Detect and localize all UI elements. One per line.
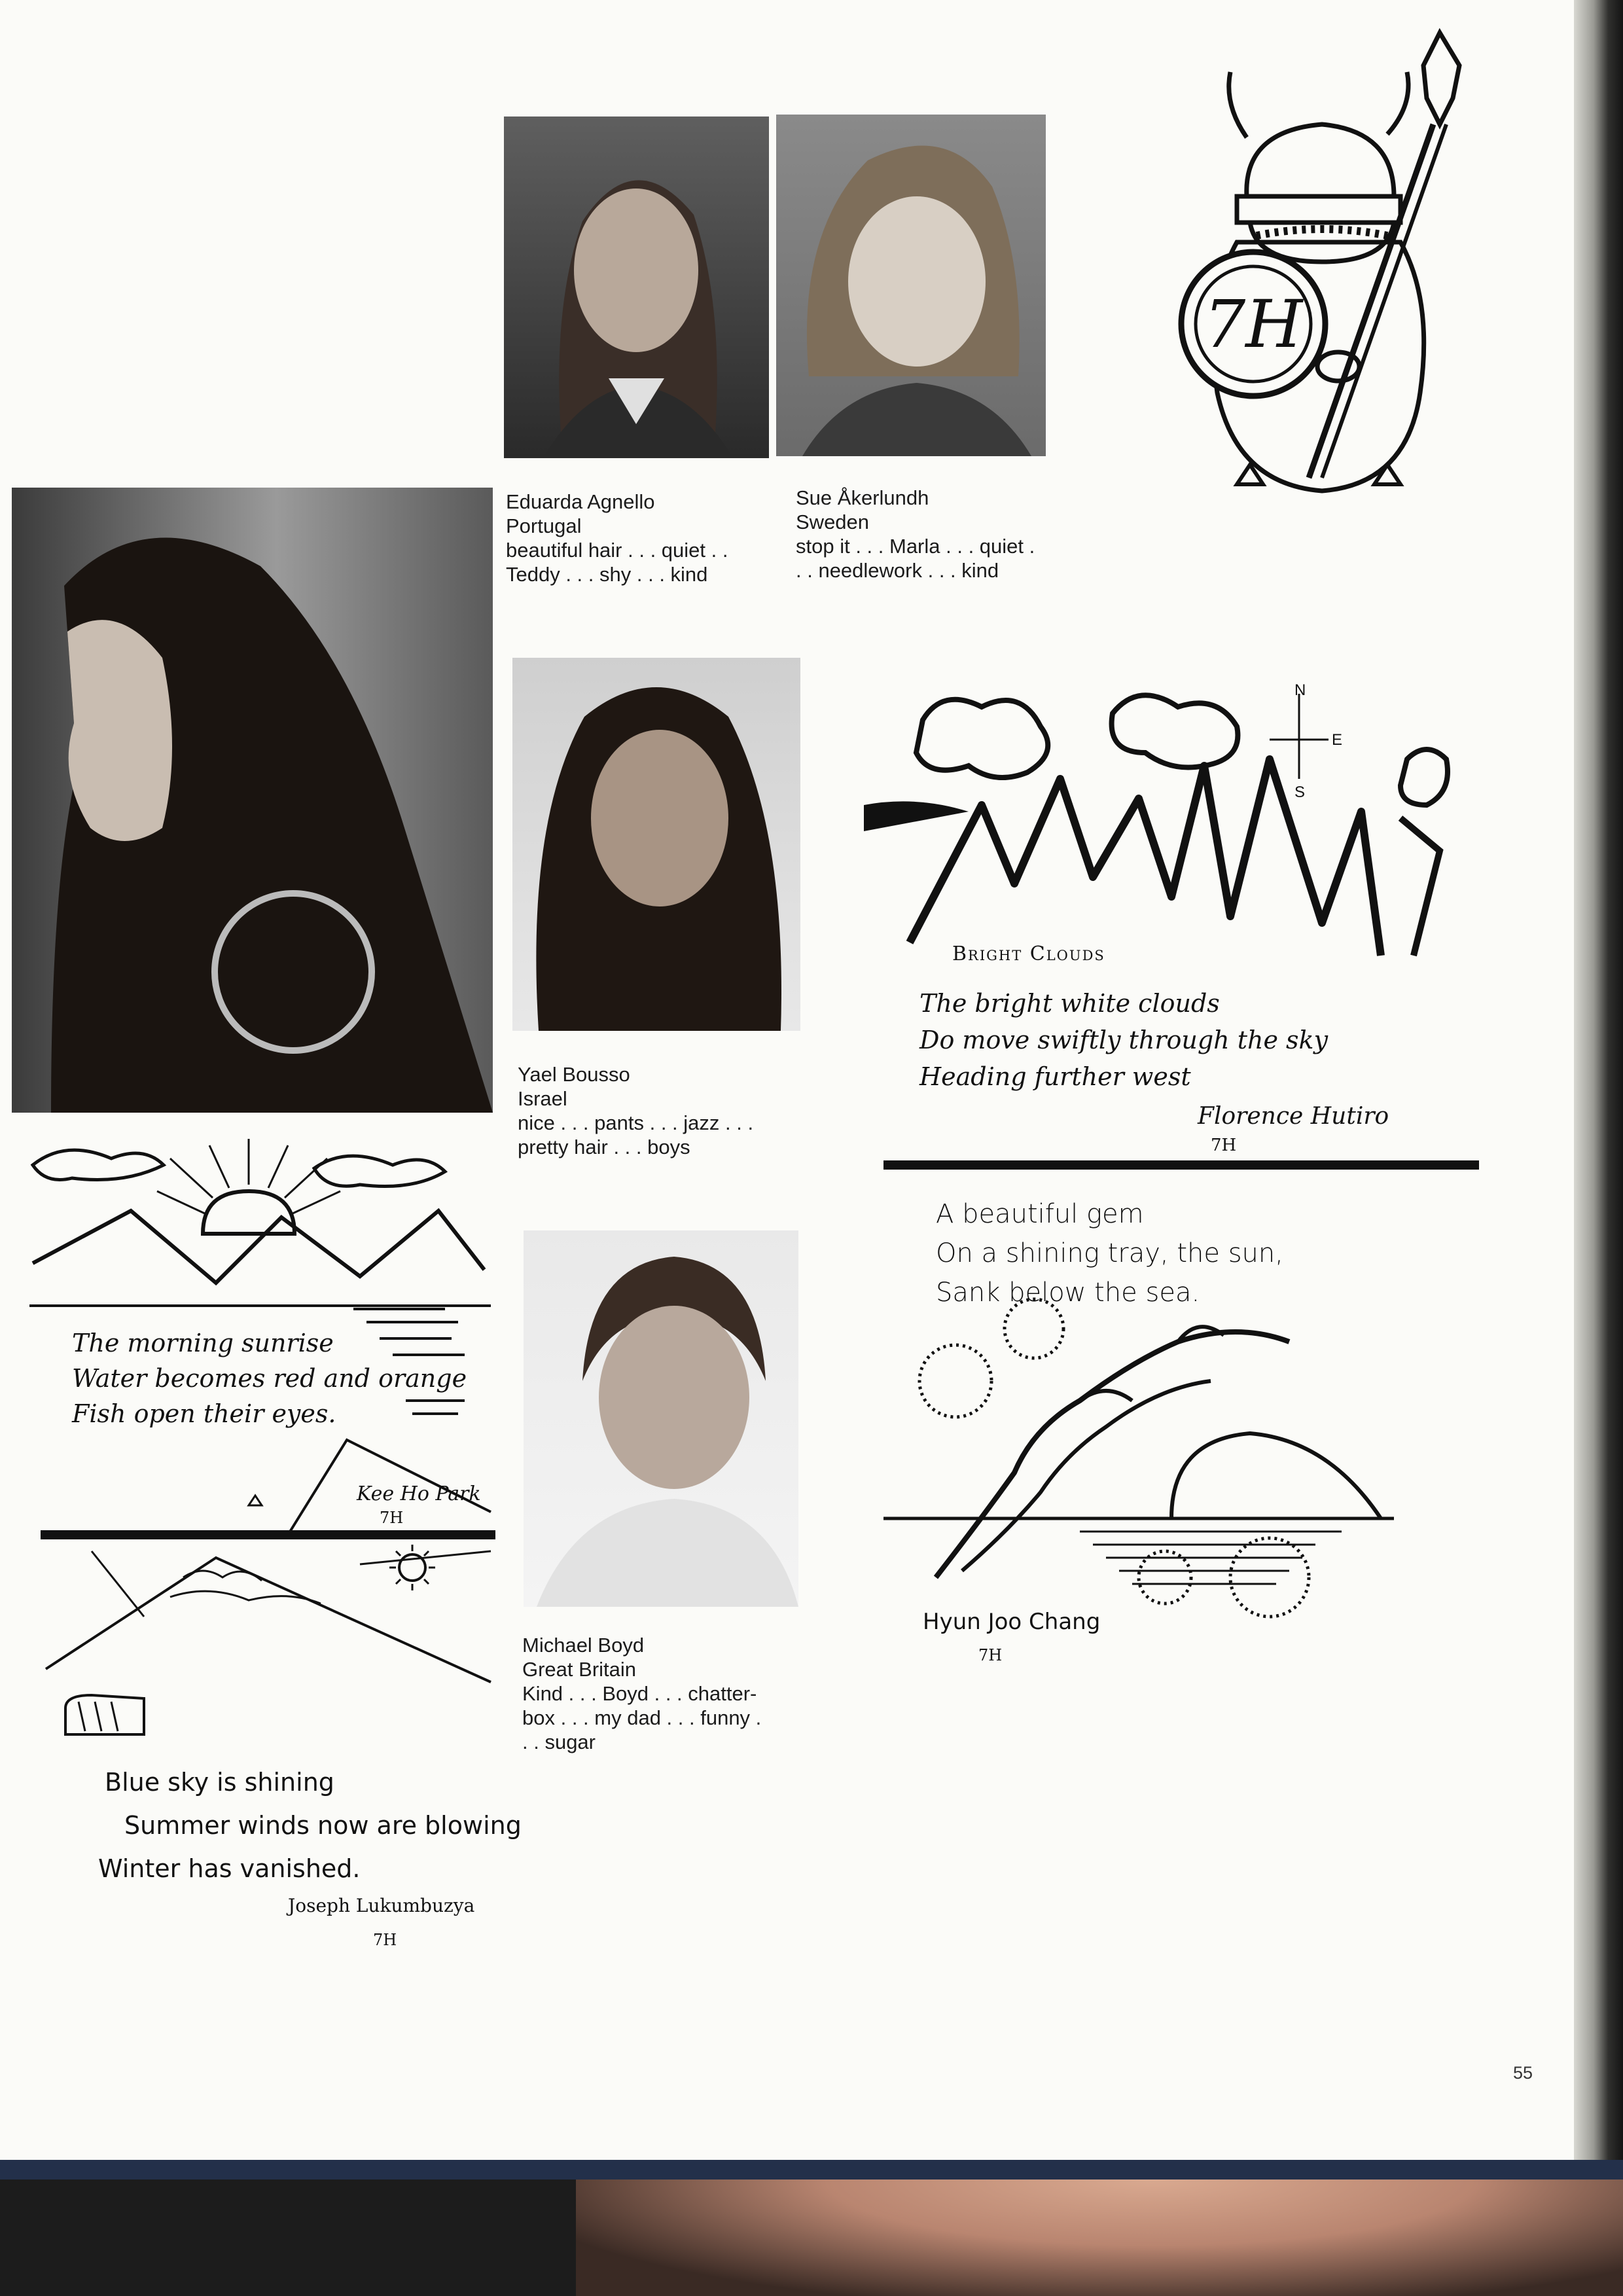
blue-sky-author: Joseph Lukumbuzya: [288, 1895, 475, 1916]
page-number: 55: [1513, 2063, 1533, 2083]
student-line: . . needlework . . . kind: [796, 559, 999, 582]
poem-line: Winter has vanished.: [98, 1854, 361, 1883]
caption-eduarda-agnello: [506, 490, 728, 586]
bright-clouds-title: Bright Clouds: [952, 942, 1105, 965]
poem-line: Blue sky is shining: [105, 1768, 334, 1797]
poem-line: The morning sunrise: [72, 1329, 334, 1357]
caption-michael-boyd: [522, 1633, 761, 1754]
student-line: beautiful hair . . . quiet . .: [506, 539, 728, 562]
sunrise-class: 7H: [380, 1509, 404, 1527]
portrait-silhouette: [776, 115, 1046, 456]
student-country: Great Britain: [522, 1658, 637, 1681]
bright-clouds-drawing: [864, 681, 1466, 956]
poem-line: Do move swiftly through the sky: [919, 1026, 1329, 1054]
caption-sue-akerlundh: [796, 486, 1035, 583]
bright-clouds-class: 7H: [1211, 1136, 1237, 1155]
student-line: pretty hair . . . boys: [518, 1136, 690, 1158]
student-country: Portugal: [506, 514, 582, 537]
compass-south: S: [1294, 783, 1306, 801]
gem-class: 7H: [978, 1646, 1003, 1664]
student-line: . . sugar: [522, 1731, 596, 1753]
photo-eduarda-agnello: [504, 117, 769, 458]
poem-line: Fish open their eyes.: [72, 1399, 336, 1428]
bright-clouds-author: Florence Hutiro: [1198, 1103, 1389, 1130]
student-country: Israel: [518, 1087, 567, 1110]
divider-bar: [41, 1530, 495, 1539]
student-name: Yael Bousso: [518, 1063, 630, 1086]
photo-sue-akerlundh: [776, 115, 1046, 456]
poem-line: On a shining tray, the sun,: [936, 1238, 1283, 1268]
mountain-sun-drawing: [39, 1545, 497, 1761]
poem-line: Summer winds now are blowing: [124, 1811, 522, 1840]
blue-sky-class: 7H: [373, 1931, 397, 1949]
poem-line: Heading further west: [919, 1062, 1191, 1091]
portrait-silhouette: [512, 658, 800, 1031]
student-name: Eduarda Agnello: [506, 490, 655, 513]
poem-line: Water becomes red and orange: [72, 1364, 467, 1393]
student-line: Kind . . . Boyd . . . chatter-: [522, 1682, 757, 1705]
gem-author: Hyun Joo Chang: [923, 1609, 1101, 1635]
poem-line: Sank below the sea.: [936, 1278, 1200, 1308]
photo-candid-girl: [12, 488, 493, 1113]
poem-line: A beautiful gem: [936, 1199, 1144, 1229]
student-name: Michael Boyd: [522, 1634, 645, 1657]
blue-sky-poem: [98, 1761, 522, 1890]
sunrise-place: Kee Ho Park: [357, 1482, 481, 1505]
student-line: stop it . . . Marla . . . quiet .: [796, 535, 1035, 558]
compass-east: E: [1332, 731, 1343, 749]
caption-yael-bousso: [518, 1062, 753, 1159]
student-line: Teddy . . . shy . . . kind: [506, 563, 708, 586]
student-name: Sue Åkerlundh: [796, 486, 929, 509]
student-line: nice . . . pants . . . jazz . . .: [518, 1111, 754, 1134]
portrait-silhouette: [524, 1230, 798, 1607]
book-cover-edge: [0, 2160, 1623, 2179]
poem-line: The bright white clouds: [919, 989, 1220, 1018]
bright-clouds-poem: [919, 985, 1328, 1095]
emblem-label: 7H: [1204, 286, 1303, 363]
student-country: Sweden: [796, 511, 870, 533]
photo-yael-bousso: [512, 658, 800, 1031]
portrait-silhouette: [504, 117, 769, 458]
book-binding: [1574, 0, 1623, 2296]
hand-holding-book: [576, 2179, 1623, 2296]
sunrise-fish-lines: [340, 1302, 471, 1433]
candid-silhouette: [12, 488, 493, 1113]
divider-bar: [883, 1160, 1479, 1170]
student-line: box . . . my dad . . . funny .: [522, 1706, 762, 1729]
viking-7h-emblem: [1126, 26, 1466, 497]
gem-poem: [936, 1194, 1283, 1312]
photo-michael-boyd: [524, 1230, 798, 1607]
compass-north: N: [1294, 681, 1306, 699]
